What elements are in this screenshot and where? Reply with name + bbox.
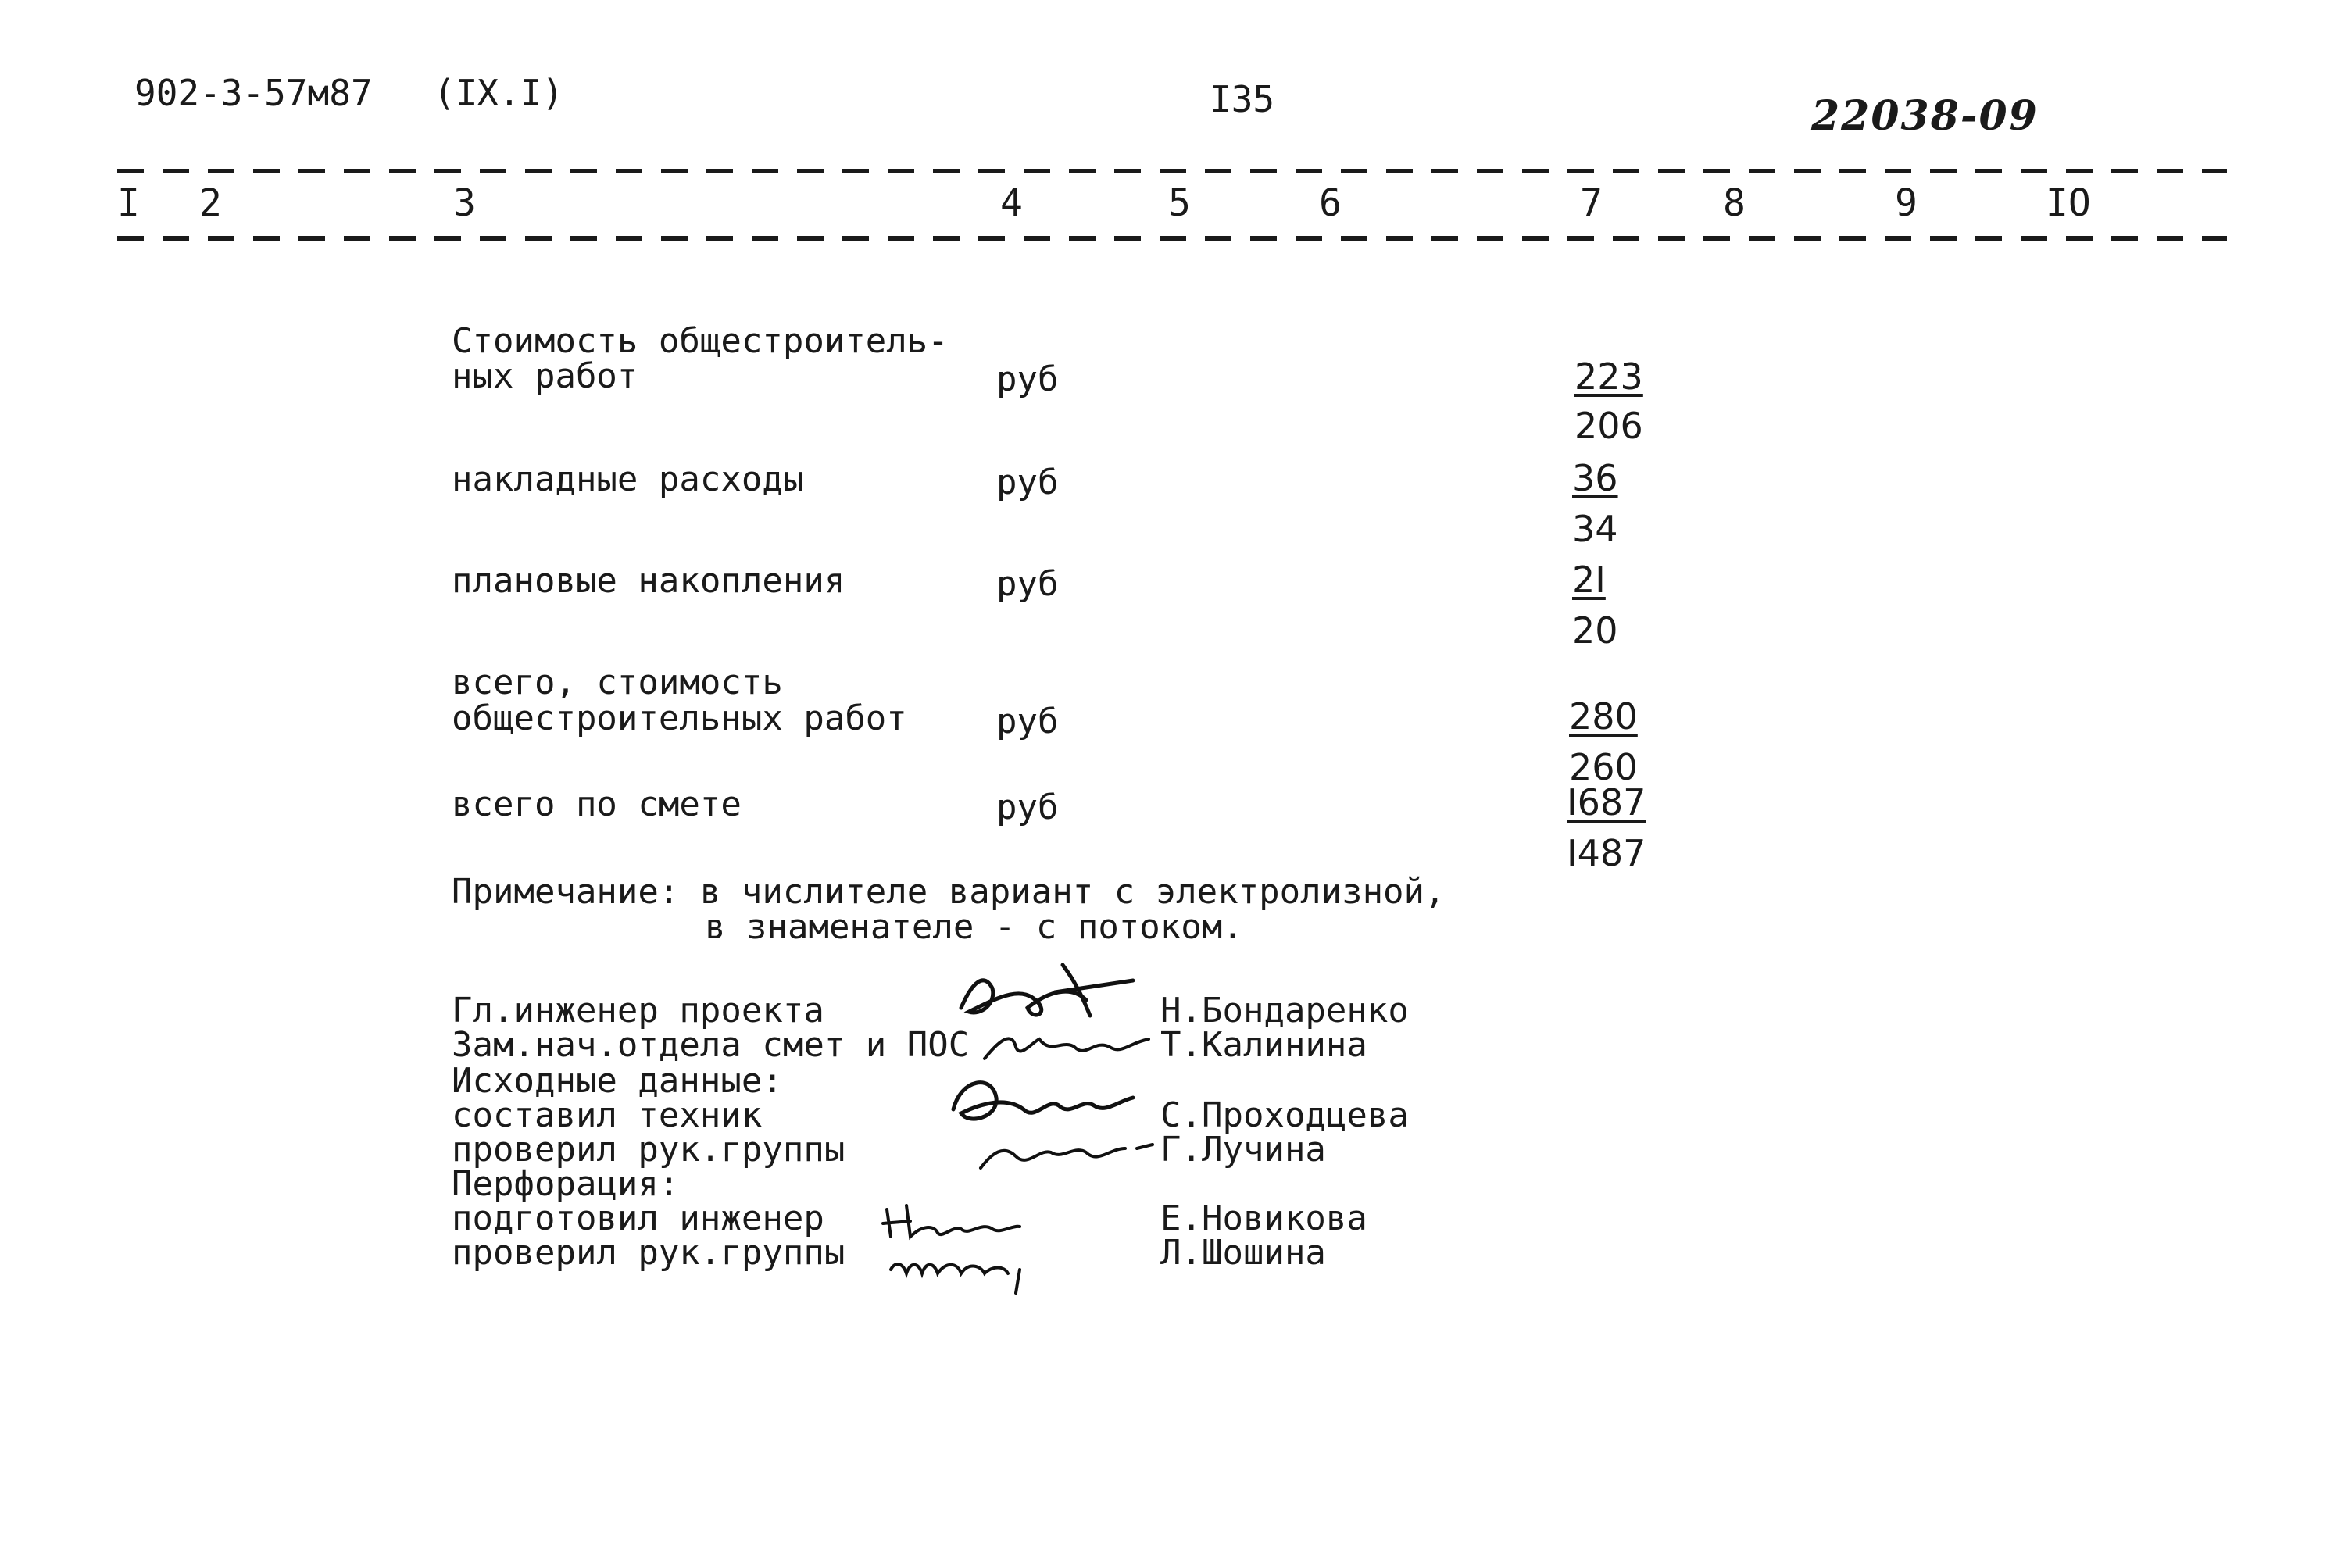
column-number: 3 [453, 181, 476, 225]
header-top-rule [117, 169, 2227, 173]
section-heading: Исходные данные: [452, 1061, 783, 1101]
row-label: плановые накопления [452, 561, 845, 601]
row-unit: руб [996, 359, 1059, 399]
archive-stamp-number: 22038-09 [1811, 92, 2039, 140]
row-numerator: 36 [1572, 457, 1618, 499]
handwritten-signature [969, 1125, 1156, 1180]
row-unit: руб [996, 463, 1059, 502]
signatory-role: проверил рук.группы [452, 1130, 845, 1170]
row-label: всего, стоимость [452, 663, 783, 702]
row-unit: руб [996, 788, 1059, 827]
signatory-name: Н.Бондаренко [1160, 991, 1409, 1030]
signatory-role: составил техник [452, 1095, 763, 1135]
signatory-role: Гл.инженер проекта [452, 991, 824, 1030]
handwritten-signature [875, 1238, 1055, 1301]
row-denominator: I487 [1567, 832, 1646, 874]
signatory-name: Т.Калинина [1160, 1025, 1367, 1065]
document-code: 902-3-57м87 [134, 72, 373, 114]
row-denominator: 260 [1569, 746, 1638, 788]
column-number: 6 [1319, 181, 1342, 225]
column-number: 5 [1168, 181, 1191, 225]
section-heading: Перфорация: [452, 1164, 680, 1204]
row-label: ных работ [452, 356, 638, 396]
row-label: общестроительных работ [452, 698, 907, 738]
column-number: 4 [1000, 181, 1023, 225]
page-number: I35 [1210, 78, 1275, 120]
row-numerator: 2I [1572, 559, 1606, 601]
column-number: 2 [199, 181, 222, 225]
header-bottom-rule [117, 236, 2227, 241]
column-number: 8 [1723, 181, 1746, 225]
note-line: Примечание: в числителе вариант с электролизной, [452, 872, 1446, 912]
row-unit: руб [996, 564, 1059, 604]
row-label: накладные расходы [452, 459, 804, 499]
column-number: 9 [1895, 181, 1918, 225]
section-code: (IX.I) [434, 72, 564, 114]
signatory-role: подготовил инженер [452, 1198, 824, 1238]
signatory-name: С.Проходцева [1160, 1095, 1409, 1135]
row-numerator: I687 [1567, 781, 1646, 823]
signatory-name: Г.Лучина [1160, 1130, 1326, 1170]
row-denominator: 206 [1574, 405, 1643, 447]
signatory-role: Зам.нач.отдела смет и ПОС [452, 1025, 970, 1065]
row-denominator: 20 [1572, 609, 1618, 652]
row-label: всего по смете [452, 784, 742, 824]
column-number: 7 [1580, 181, 1603, 225]
row-label: Стоимость общестроитель- [452, 321, 949, 361]
signatory-name: Е.Новикова [1160, 1198, 1367, 1238]
row-numerator: 280 [1569, 695, 1638, 738]
signatory-role: проверил рук.группы [452, 1233, 845, 1273]
row-numerator: 223 [1574, 355, 1643, 398]
column-number: IO [2046, 181, 2091, 225]
column-number: I [117, 181, 140, 225]
note-line: в знаменателе - с потоком. [705, 907, 1243, 947]
row-unit: руб [996, 702, 1059, 741]
signatory-name: Л.Шошина [1160, 1233, 1326, 1273]
row-denominator: 34 [1572, 508, 1618, 550]
